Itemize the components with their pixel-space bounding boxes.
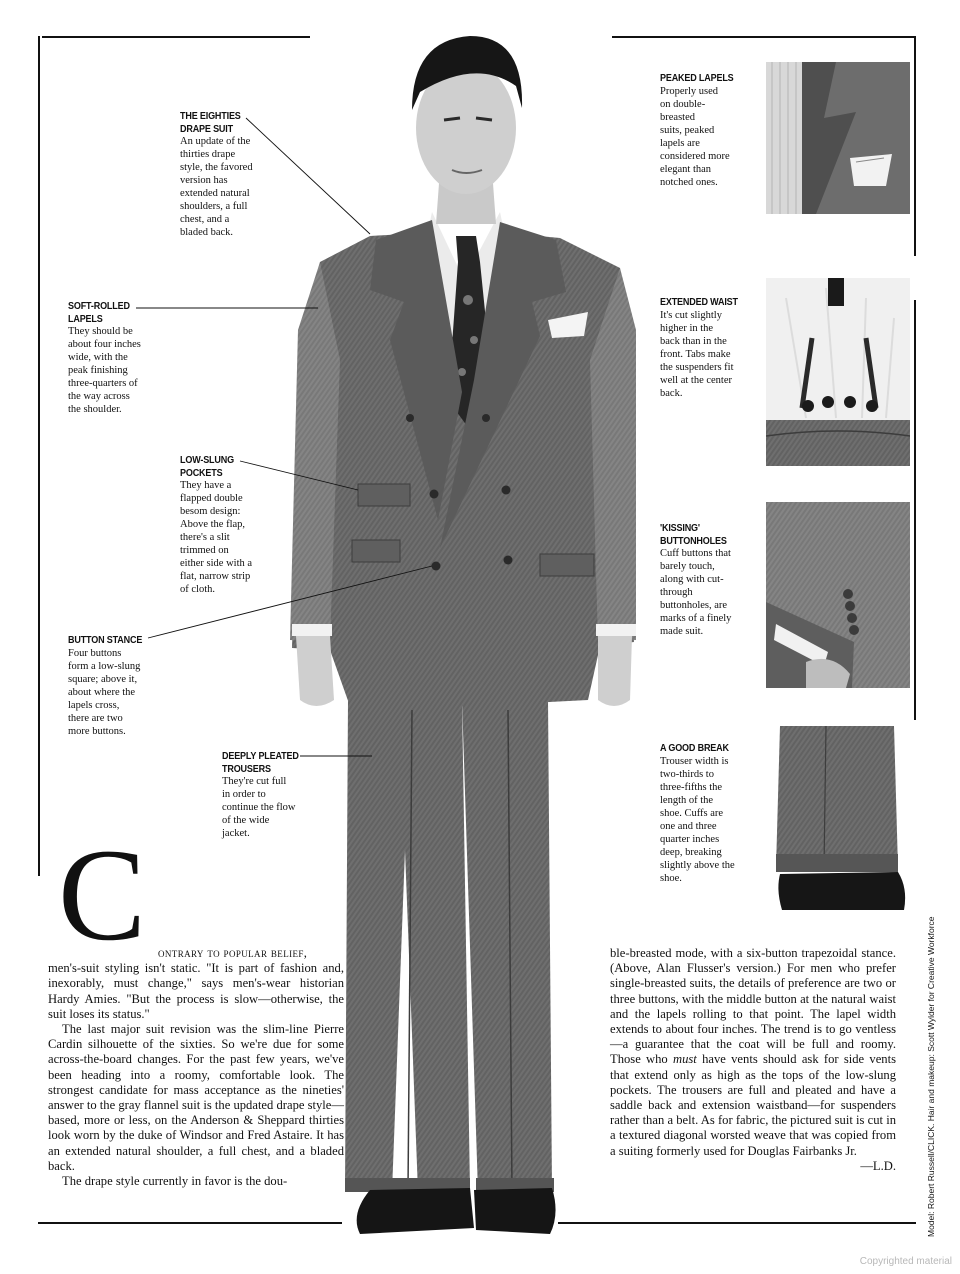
copyright-watermark: Copyrighted material xyxy=(859,1256,952,1267)
callout-heading: SOFT-ROLLED LAPELS xyxy=(68,300,130,325)
article-emphasis: must xyxy=(673,1052,697,1067)
callout-body: Properly used on double- breasted suits, peaked lapels are considered more elegant than notched ones. xyxy=(660,85,730,188)
peaked-lapel-detail-photo xyxy=(766,62,910,214)
callout-body: They're cut full in order to continue the flow of the wide jacket. xyxy=(222,776,296,839)
callout-body: It's cut slightly higher in the back than in the front. Tabs make the suspenders fit well at the center back. xyxy=(660,309,734,399)
callout-kissing-buttonholes xyxy=(660,522,760,638)
callout-body: They have a flapped double besom design: Above the flap, there's a slit trimmed on either side with a flat, narrow strip of cloth. xyxy=(180,480,253,595)
extended-waist-suspenders-detail-photo xyxy=(766,278,910,466)
article-paragraph-1-rest: men's-suit styling isn't static. "It is part of fashion and, inexorably, must change," says men's-wear historian Hardy Amies. "But the process is slow—otherwise, the suit loses its status." xyxy=(48,961,344,1021)
article-column-left xyxy=(48,946,344,1189)
callout-eighties-drape-suit xyxy=(180,110,290,239)
article-dropcap: C xyxy=(58,821,147,968)
callout-peaked-lapels xyxy=(660,72,760,189)
callout-low-slung-pockets xyxy=(180,454,290,596)
article-lead-in: ontrary to popular belief, xyxy=(158,946,308,960)
photo-credit: Model: Robert Russell/CLICK. Hair and makeup: Scott Wylder for Creative Workforce xyxy=(926,916,936,1237)
trouser-break-detail-photo xyxy=(766,726,910,910)
article-paragraph-1 xyxy=(48,946,344,961)
article-signoff: —L.D. xyxy=(860,1158,896,1173)
callout-heading: LOW-SLUNG POCKETS xyxy=(180,454,234,479)
article-paragraph-2: The last major suit revision was the slim-line Pierre Cardin silhouette of the sixties. So we're due for some across-the-board changes. For the past few years, we've been heading into a roomy, comfortable look. The strongest candidate for mass acceptance as the nineties' answer to the gray flannel suit is the updated drape style—based, more or less, on the Anderson & Sheppard thirties look worn by the duke of Windsor and Fred Astaire. It has an extended natural shoulder, a full chest, and a bladed back. xyxy=(48,1022,344,1173)
callout-heading: PEAKED LAPELS xyxy=(660,72,734,84)
callout-soft-rolled-lapels xyxy=(68,300,178,416)
callout-heading: 'KISSING' BUTTONHOLES xyxy=(660,522,727,547)
callout-heading: THE EIGHTIES DRAPE SUIT xyxy=(180,110,241,135)
callout-body: An update of the thirties drape style, the favored version has extended natural shoulders, a full chest, and a bladed back. xyxy=(180,136,253,238)
callout-body: Cuff buttons that barely touch, along with cut- through buttonholes, are marks of a finely made suit. xyxy=(660,548,732,637)
article-column-right xyxy=(610,946,896,1174)
callout-a-good-break xyxy=(660,742,760,885)
callout-body: Four buttons form a low-slung square; above it, about where the lapels cross, there are two more buttons. xyxy=(68,647,141,737)
callout-deeply-pleated-trousers xyxy=(222,750,332,840)
callout-button-stance xyxy=(68,634,178,738)
article-text: have vents should ask for side vents that extend only as high as the tops of the low-slung pockets. The trousers are full and pleated and have a saddle back and extension waistband—for suspenders rather than a belt. As for fabric, the pictured suit is cut in a textured diagonal worsted weave that was copied from a suiting formerly used for Douglas Fairbanks Jr. xyxy=(610,1052,896,1158)
callout-extended-waist xyxy=(660,296,760,400)
callout-heading: A GOOD BREAK xyxy=(660,742,729,754)
callout-heading: EXTENDED WAIST xyxy=(660,296,738,308)
kissing-buttonholes-cuff-detail-photo xyxy=(766,502,910,688)
callout-body: Trouser width is two-thirds to three-fifths the length of the shoe. Cuffs are one and three quarter inches deep, breaking slightly above the shoe. xyxy=(660,755,735,884)
callout-heading: BUTTON STANCE xyxy=(68,634,143,646)
callout-body: They should be about four inches wide, with the peak finishing three-quarters of the way across the shoulder. xyxy=(68,326,141,415)
article-text: ble-breasted mode, with a six-button trapezoidal stance. (Above, Alan Flusser's version.) For men who prefer single-breasted suits, the details of preference are two or three buttons, with the middle button at the natural waist and the lapels rolling to that point. The lapel width extends to about four inches. The trend is to go ventless—a guarantee that the coat will be full and roomy. Those who xyxy=(610,946,896,1067)
callout-heading: DEEPLY PLEATED TROUSERS xyxy=(222,750,299,775)
article-paragraph-continued xyxy=(610,946,896,1174)
article-paragraph-3: The drape style currently in favor is the dou- xyxy=(62,1174,288,1189)
